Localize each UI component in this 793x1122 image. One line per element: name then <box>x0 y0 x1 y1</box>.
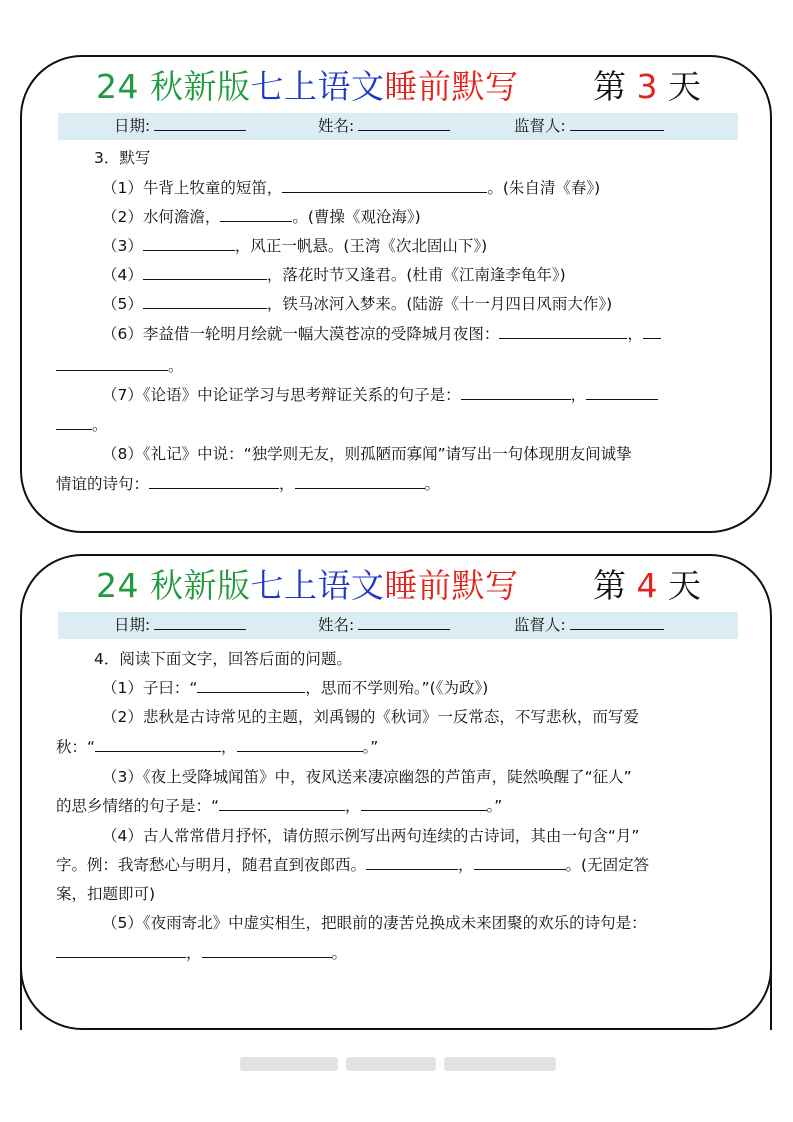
answer-blank[interactable] <box>143 236 235 251</box>
answer-blank[interactable] <box>220 207 292 222</box>
supervisor-blank[interactable] <box>570 615 664 630</box>
name-field[interactable]: 姓名: <box>318 113 450 140</box>
card-title: 24 秋新版七上语文睡前默写 <box>96 67 519 106</box>
date-field[interactable]: 日期: <box>114 113 246 140</box>
answer-blank[interactable] <box>586 385 658 400</box>
question-4-cont: 字。例：我寄愁心与明月，随君直到夜郎西。 ， 。(无固定答 <box>56 856 650 874</box>
answer-blank[interactable] <box>295 474 425 489</box>
answer-blank[interactable] <box>56 415 92 430</box>
section-heading: 3．默写 <box>94 149 151 167</box>
question-4-cont2: 案，扣题即可) <box>56 885 156 903</box>
info-bar <box>58 612 738 639</box>
question-3: （3）《夜上受降城闻笛》中，夜风送来凄凉幽怨的芦笛声，陡然唤醒了“征人” <box>102 768 632 786</box>
blurred-watermark <box>444 1057 556 1071</box>
answer-blank[interactable] <box>149 474 279 489</box>
question-4: （4） ，落花时节又逢君。(杜甫《江南逢李龟年》) <box>102 266 566 284</box>
answer-blank[interactable] <box>143 265 267 280</box>
date-blank[interactable] <box>154 615 246 630</box>
blurred-watermark <box>346 1057 436 1071</box>
question-2: （2）水何澹澹， 。(曹操《观沧海》) <box>102 208 421 226</box>
answer-blank[interactable] <box>282 178 487 193</box>
supervisor-blank[interactable] <box>570 116 664 131</box>
question-1: （1）子曰：“ ，思而不学则殆。”(《为政》) <box>102 679 489 697</box>
answer-blank[interactable] <box>461 385 571 400</box>
answer-blank[interactable] <box>56 943 186 958</box>
answer-blank[interactable] <box>499 324 627 339</box>
question-7-cont: 。 <box>56 414 108 436</box>
date-field[interactable]: 日期: <box>114 612 246 639</box>
answer-blank[interactable] <box>202 943 332 958</box>
name-blank[interactable] <box>358 116 450 131</box>
question-3: （3） ，风正一帆悬。(王湾《次北固山下》) <box>102 237 488 255</box>
question-6-cont: 。 <box>56 355 184 377</box>
answer-blank[interactable] <box>474 855 566 870</box>
answer-blank[interactable] <box>219 796 345 811</box>
question-6: （6）李益借一轮明月绘就一幅大漠苍凉的受降城月夜图： ， <box>102 323 661 345</box>
name-blank[interactable] <box>358 615 450 630</box>
question-4: （4）古人常常借月抒怀，请仿照示例写出两句连续的古诗词，其由一句含“月” <box>102 827 640 845</box>
question-5: （5）《夜雨寄北》中虚实相生，把眼前的凄苦兑换成未来团聚的欢乐的诗句是： <box>102 914 647 932</box>
supervisor-field[interactable]: 监督人: <box>514 113 664 140</box>
section-heading: 4．阅读下面文字，回答后面的问题。 <box>94 650 352 668</box>
question-2-cont: 秋：“ ， 。” <box>56 738 379 756</box>
card-header <box>22 560 770 612</box>
supervisor-field[interactable]: 监督人: <box>514 612 664 639</box>
question-3-cont: 的思乡情绪的句子是：“ ， 。” <box>56 797 503 815</box>
question-7: （7）《论语》中论证学习与思考辩证关系的句子是： ， <box>102 384 658 406</box>
answer-blank[interactable] <box>95 737 221 752</box>
answer-blank[interactable] <box>56 356 168 371</box>
day-label: 第 3 天 <box>593 67 701 106</box>
blurred-watermark <box>240 1057 338 1071</box>
answer-blank[interactable] <box>143 294 267 309</box>
answer-blank[interactable] <box>237 737 363 752</box>
question-8-cont: 情谊的诗句： ， 。 <box>56 475 441 493</box>
card-bottom-border <box>20 960 772 1030</box>
answer-blank[interactable] <box>361 796 487 811</box>
answer-blank[interactable] <box>643 324 661 339</box>
question-5-cont: ， 。 <box>56 942 347 964</box>
card-title: 24 秋新版七上语文睡前默写 <box>96 566 519 605</box>
question-1: （1）牛背上牧童的短笛， 。(朱自清《春》) <box>102 179 601 197</box>
worksheet-card-day4 <box>20 554 772 1030</box>
answer-blank[interactable] <box>197 678 305 693</box>
worksheet-card-day3 <box>20 55 772 533</box>
info-bar <box>58 113 738 140</box>
question-2: （2）悲秋是古诗常见的主题，刘禹锡的《秋词》一反常态，不写悲秋，而写爱 <box>102 708 639 726</box>
name-field[interactable]: 姓名: <box>318 612 450 639</box>
question-8: （8）《礼记》中说：“独学则无友，则孤陋而寡闻”请写出一句体现朋友间诚挚 <box>102 445 632 463</box>
question-5: （5） ，铁马冰河入梦来。(陆游《十一月四日风雨大作》) <box>102 295 613 313</box>
date-blank[interactable] <box>154 116 246 131</box>
answer-blank[interactable] <box>366 855 458 870</box>
card-header <box>22 61 770 113</box>
day-label: 第 4 天 <box>593 566 701 605</box>
